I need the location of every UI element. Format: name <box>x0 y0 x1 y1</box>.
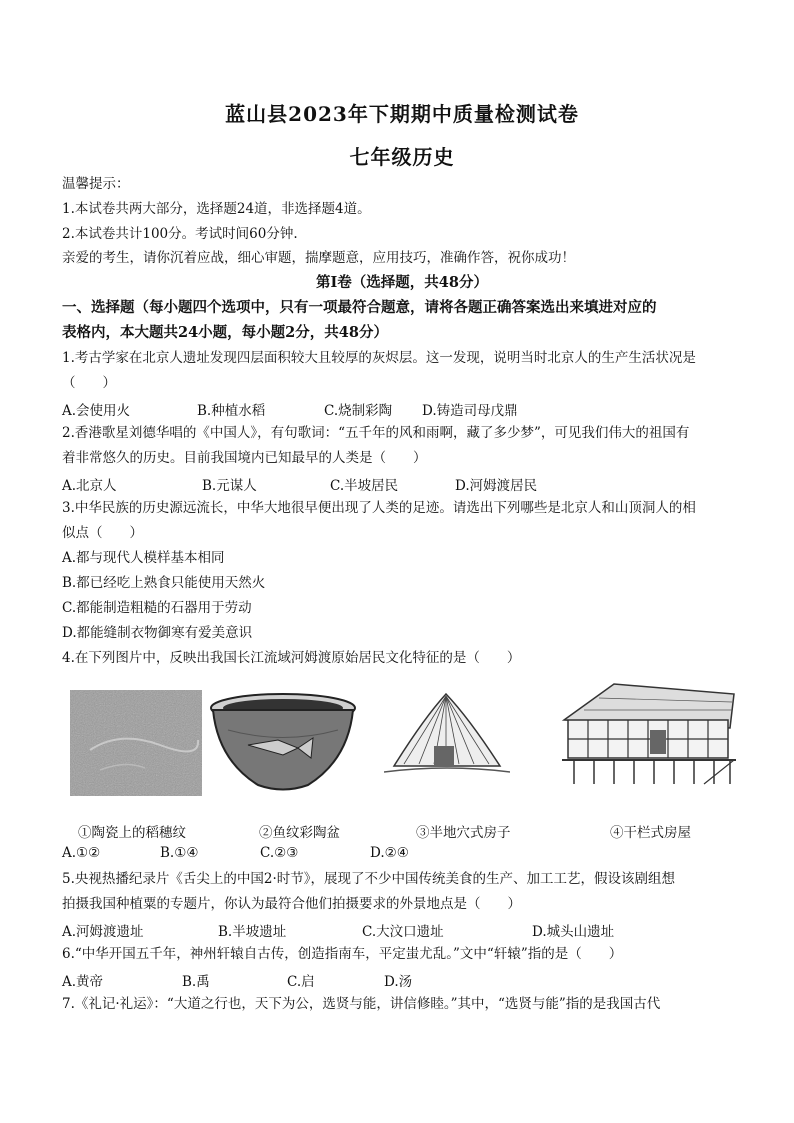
rice-pattern-pottery-image <box>70 690 202 796</box>
stilt-house-image <box>554 680 740 788</box>
q5-option-d: D.城头山遗址 <box>532 924 615 940</box>
q2-option-b: B.元谋人 <box>202 478 257 494</box>
q3-stem-line1: 3.中华民族的历史源远流长，中华大地很早便出现了人类的足迹。请选出下列哪些是北京人和山顶洞人的相 <box>62 500 696 516</box>
q4-caption-3: ③半地穴式房子 <box>416 825 511 841</box>
q4-option-c: C.②③ <box>260 845 299 861</box>
exam-title: 蓝山县2023年下期期中质量检测试卷 <box>225 102 579 126</box>
q5-option-b: B.半坡遗址 <box>218 924 287 940</box>
q6-option-b: B.禹 <box>182 974 210 990</box>
part1-instructions-line2: 表格内，本大题共24小题，每小题2分，共48分） <box>62 324 388 341</box>
q5-stem-line1: 5.央视热播纪录片《舌尖上的中国2·时节》，展现了不少中国传统美食的生产、加工工艺，假设该剧组想 <box>62 871 676 887</box>
tips-line-1: 1.本试卷共两大部分，选择题24道，非选择题4道。 <box>62 201 371 217</box>
q1-option-c: C.烧制彩陶 <box>324 403 393 419</box>
q6-option-c: C.启 <box>287 974 315 990</box>
q2-stem-line1: 2.香港歌星刘德华唱的《中国人》，有句歌词：“五千年的风和雨啊，藏了多少梦”，可见我们伟大的祖国有 <box>62 425 690 441</box>
q1-option-b: B.种植水稻 <box>197 403 266 419</box>
q3-option-b: B.都已经吃上熟食只能使用天然火 <box>62 575 266 591</box>
q6-option-a: A.黄帝 <box>62 974 104 990</box>
q2-stem-line2: 着非常悠久的历史。目前我国境内已知最早的人类是（ ） <box>62 450 427 466</box>
semi-subterranean-house-image <box>384 688 510 786</box>
q5-option-a: A.河姆渡遗址 <box>62 924 144 940</box>
exam-subtitle: 七年级历史 <box>349 145 455 169</box>
q4-option-b: B.①④ <box>160 845 199 861</box>
tips-line-3: 亲爱的考生，请你沉着应战，细心审题，揣摩题意，应用技巧，准确作答，祝你成功！ <box>62 250 575 266</box>
q5-stem-line2: 拍摄我国种植粟的专题片，你认为最符合他们拍摄要求的外景地点是（ ） <box>62 896 521 912</box>
part1-instructions-line1: 一、选择题（每小题四个选项中，只有一项最符合题意，请将各题正确答案选出来填进对应的 <box>62 299 657 316</box>
q3-stem-line2: 似点（ ） <box>62 525 143 541</box>
q4-option-a: A.①② <box>62 845 101 861</box>
q4-caption-4: ④干栏式房屋 <box>610 825 691 841</box>
q2-option-d: D.河姆渡居民 <box>455 478 538 494</box>
q2-option-a: A.北京人 <box>62 478 117 494</box>
q3-option-c: C.都能制造粗糙的石器用于劳动 <box>62 600 252 616</box>
q5-option-c: C.大汶口遗址 <box>362 924 444 940</box>
q4-option-d: D.②④ <box>370 845 409 861</box>
q1-stem-line1: 1.考古学家在北京人遗址发现四层面积较大且较厚的灰烬层。这一发现，说明当时北京人的生产生活状况是 <box>62 350 696 366</box>
q2-option-c: C.半坡居民 <box>330 478 399 494</box>
q4-caption-1: ①陶瓷上的稻穗纹 <box>78 825 186 841</box>
q1-stem-line2: （ ） <box>62 375 116 391</box>
tips-line-2: 2.本试卷共计100分。考试时间60分钟. <box>62 226 298 242</box>
q4-stem: 4.在下列图片中，反映出我国长江流域河姆渡原始居民文化特征的是（ ） <box>62 650 521 666</box>
fish-pattern-basin-image <box>208 690 358 794</box>
q7-stem: 7.《礼记·礼运》：“大道之行也，天下为公，选贤与能，讲信修睦。”其中，“选贤与能”指的是我国古代 <box>62 996 661 1012</box>
q1-option-d: D.铸造司母戊鼎 <box>422 403 518 419</box>
section-title: 第Ⅰ卷（选择题，共48分） <box>316 274 488 291</box>
q1-option-a: A.会使用火 <box>62 403 131 419</box>
q6-option-d: D.汤 <box>384 974 413 990</box>
q3-option-d: D.都能缝制衣物御寒有爱美意识 <box>62 625 253 641</box>
q6-stem: 6.“中华开国五千年，神州轩辕自古传，创造指南车，平定蚩尤乱。”文中“轩辕”指的是（ ） <box>62 946 623 962</box>
q3-option-a: A.都与现代人模样基本相同 <box>62 550 225 566</box>
q4-caption-2: ②鱼纹彩陶盆 <box>259 825 340 841</box>
tips-heading: 温馨提示： <box>62 176 130 192</box>
